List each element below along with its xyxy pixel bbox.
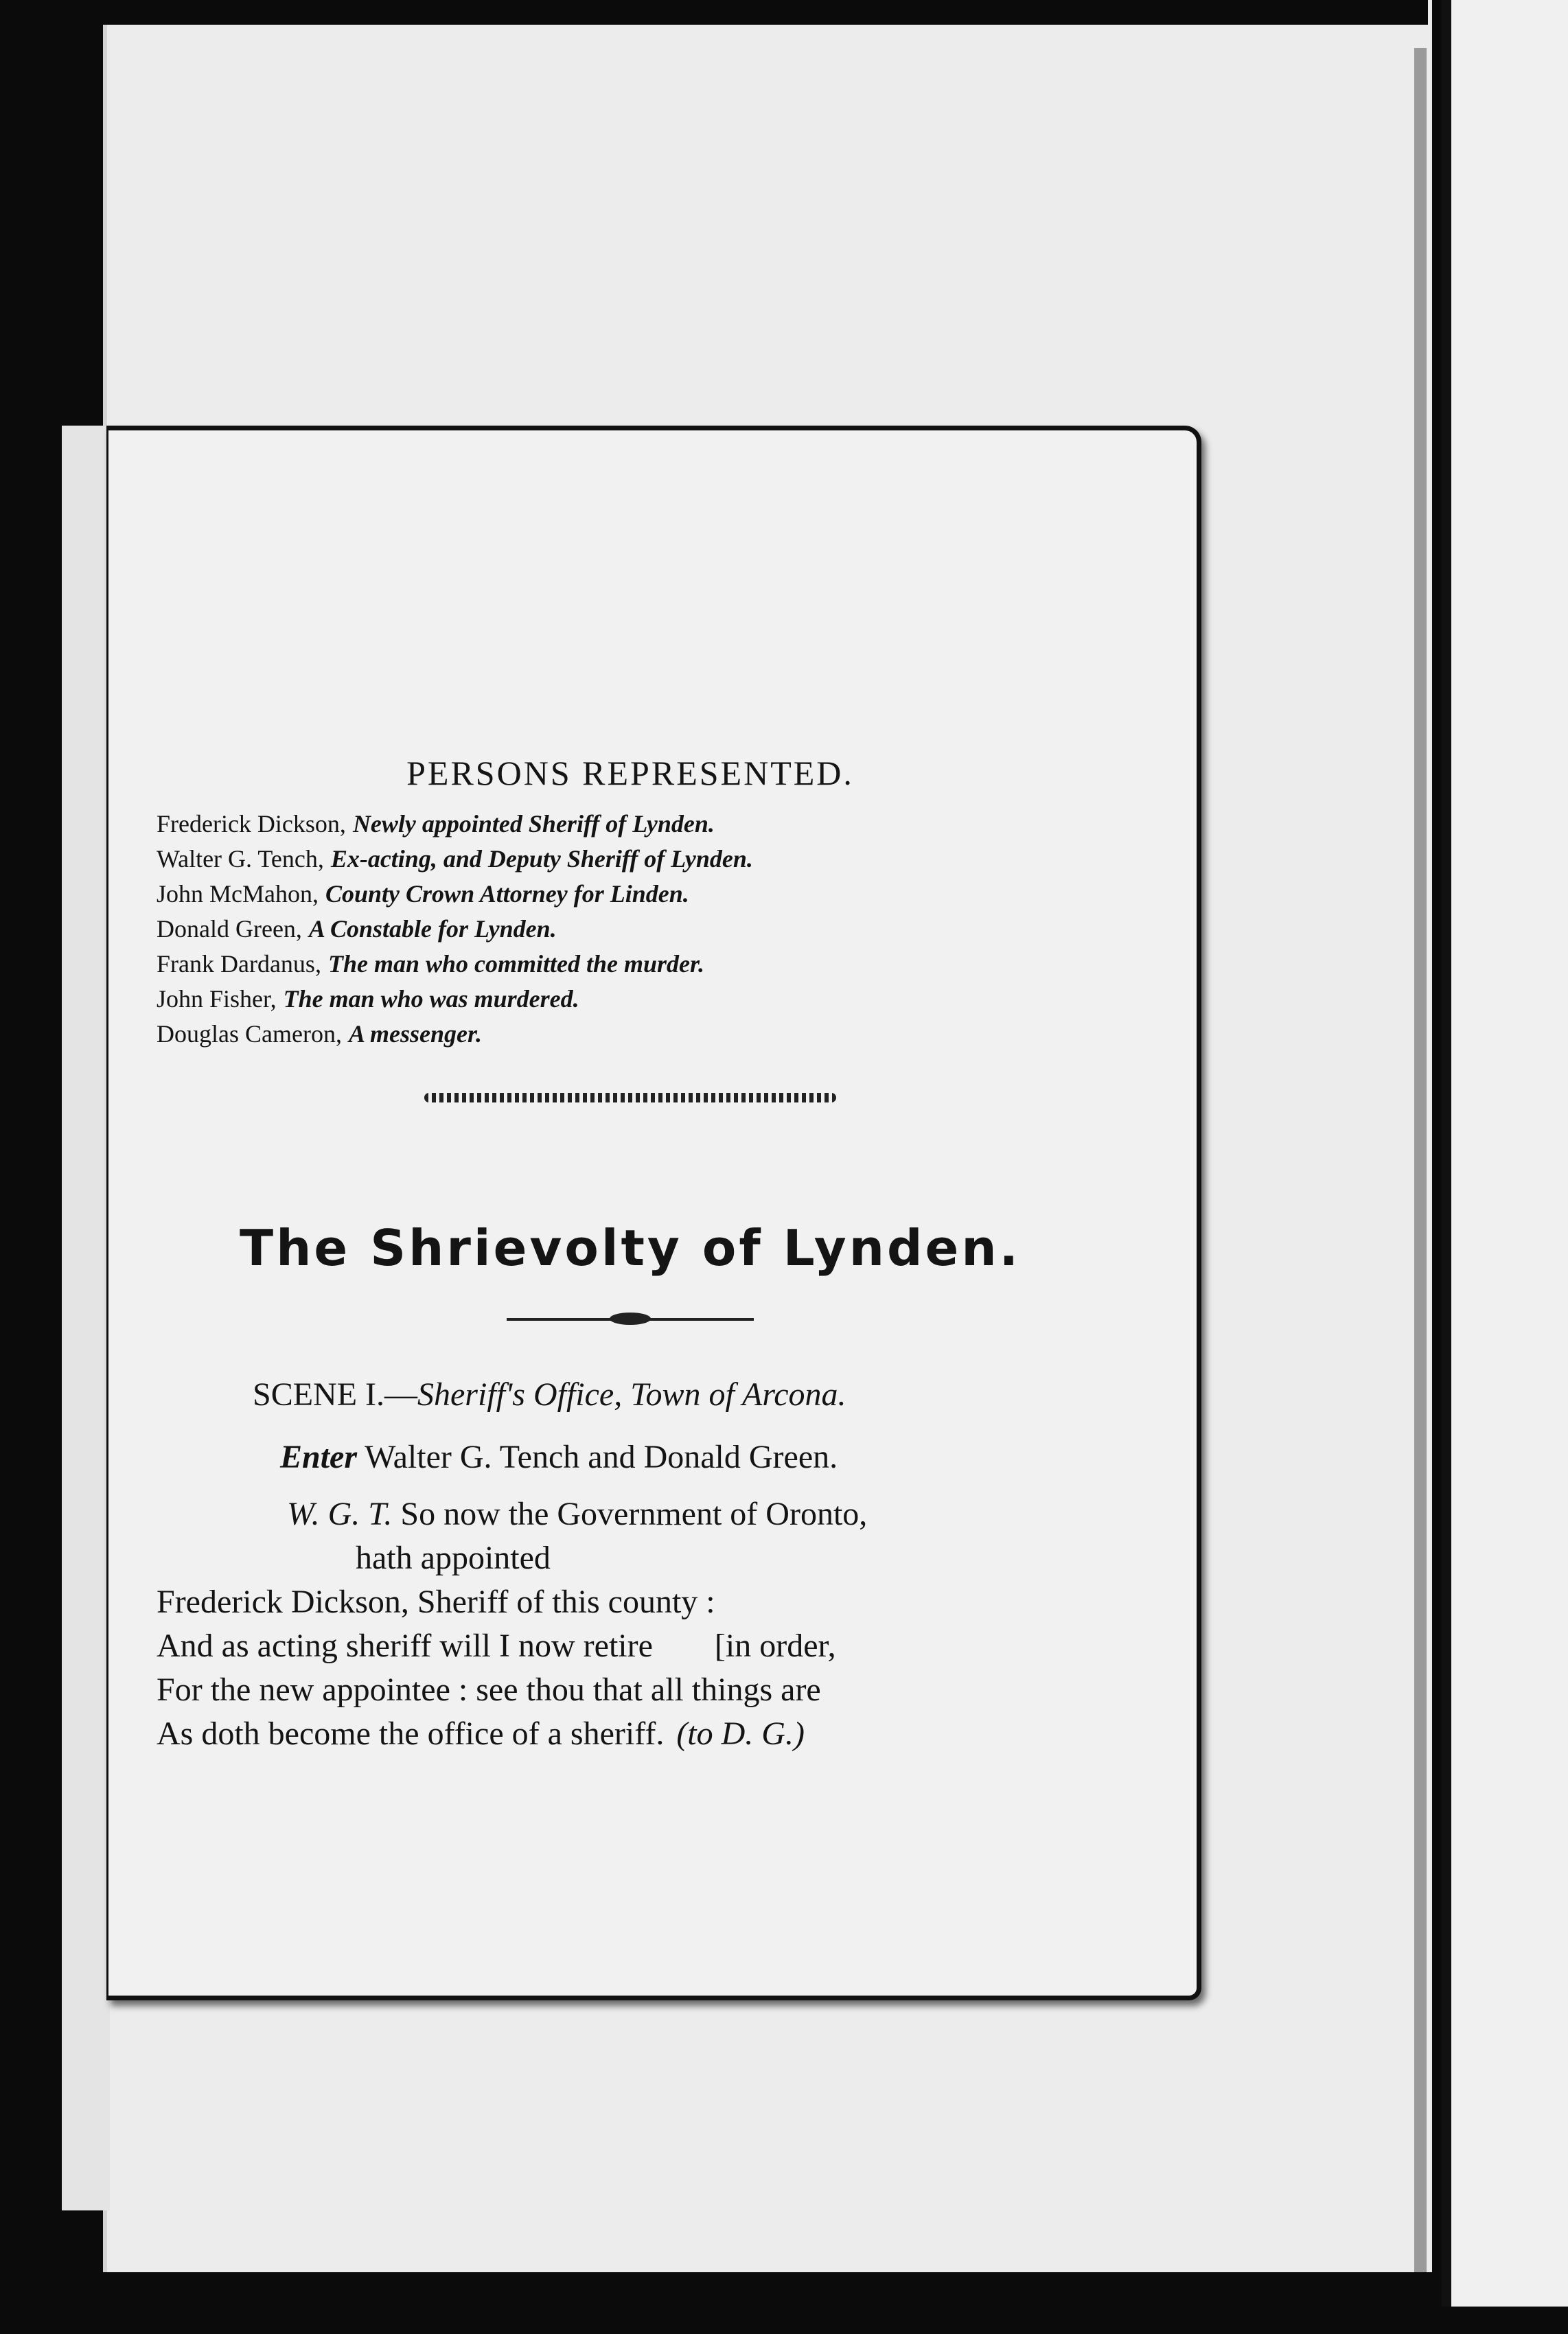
verse-text: So now the Government of Oronto, [400, 1496, 868, 1532]
cast-name: Donald Green, [157, 915, 302, 943]
cast-role: The man who committed the murder. [327, 950, 705, 978]
verse-line: Frederick Dickson, Sheriff of this county : [157, 1584, 715, 1620]
cast-row [157, 807, 1104, 842]
facing-page-strip [1442, 0, 1568, 2307]
underlying-page-edge [62, 426, 110, 2210]
cast-role: Ex-acting, and Deputy Sheriff of Lynden. [330, 845, 753, 873]
cast-name: Frank Dardanus, [157, 950, 321, 978]
cast-role: A Constable for Lynden. [308, 915, 557, 943]
cast-role: A messenger. [348, 1020, 482, 1048]
cast-name: Walter G. Tench, [157, 845, 324, 873]
cast-name: John McMahon, [157, 880, 319, 908]
cast-row [157, 982, 1104, 1017]
ornamental-divider [424, 1093, 836, 1102]
page-fold-edge [1414, 48, 1427, 2272]
aside-note: (to D. G.) [676, 1715, 805, 1752]
inserted-leaf [106, 426, 1201, 2000]
verse-text: And as acting sheriff will I now retire [157, 1628, 653, 1664]
cast-row [157, 947, 1104, 982]
stage-direction [280, 1438, 1104, 1476]
verse-bracket-note: [in order, [714, 1628, 836, 1664]
verse-line: For the new appointee : see thou that all things are [157, 1672, 821, 1708]
title-divider [507, 1318, 754, 1321]
enter-word: Enter [280, 1439, 358, 1475]
cast-name: Douglas Cameron, [157, 1020, 342, 1048]
leaf-content [157, 753, 1104, 1756]
verse-line [157, 1712, 1104, 1756]
verse-line: hath appointed [356, 1540, 551, 1576]
scene-label: SCENE I.— [253, 1376, 417, 1413]
cast-row [157, 912, 1104, 947]
cast-row [157, 1017, 1104, 1052]
stage-direction-text: Walter G. Tench and Donald Green. [357, 1439, 838, 1475]
verse-line [157, 1624, 1104, 1668]
scene-heading [253, 1376, 1104, 1413]
speaker-tag: W. G. T. [287, 1496, 393, 1532]
top-scan-margin [103, 0, 1428, 25]
persons-heading: PERSONS REPRESENTED. [406, 754, 854, 792]
dialogue-block [157, 1492, 1104, 1756]
scene-place: Sheriff's Office, Town of Arcona. [417, 1376, 846, 1413]
verse-text: As doth become the office of a sheriff. [157, 1715, 665, 1752]
cast-name: Frederick Dickson, [157, 810, 346, 837]
cast-role: The man who was murdered. [283, 985, 579, 1013]
play-title: The Shrievolty of Lynden. [240, 1219, 1021, 1277]
cast-role: County Crown Attorney for Linden. [325, 880, 689, 908]
cast-list [157, 807, 1104, 1052]
cast-row [157, 877, 1104, 912]
verse-line [157, 1492, 1104, 1536]
cast-role: Newly appointed Sheriff of Lynden. [352, 810, 715, 837]
cast-row [157, 842, 1104, 877]
cast-name: John Fisher, [157, 985, 277, 1013]
